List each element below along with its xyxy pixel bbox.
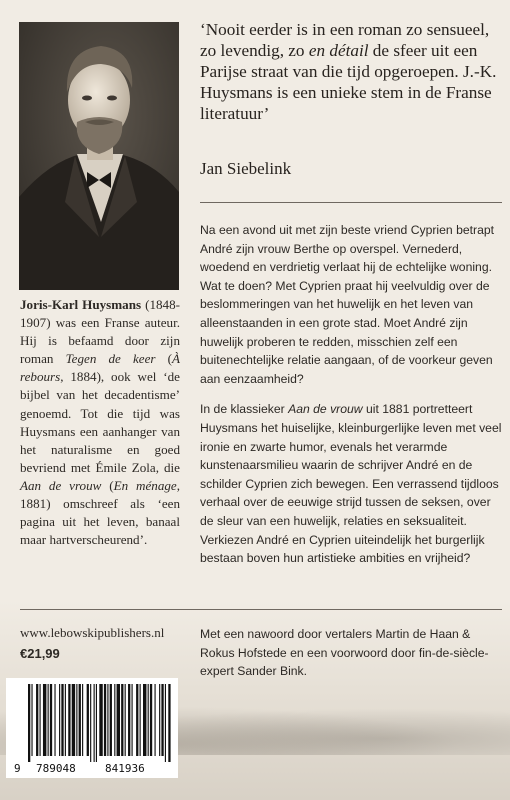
review-quote: ‘Nooit eerder is in een roman zo sensueel, zo levendig, zo en détail de sfeer uit een Parijse straat van die tijd opgeroepen. J.-K. Huysmans is een unieke stem in de Franse literatuur’ (200, 20, 497, 123)
isbn-first-digit: 9 (14, 762, 21, 775)
barcode-bars (6, 678, 178, 762)
publisher-website[interactable]: www.lebowskipublishers.nl (20, 625, 165, 640)
afterword-credits: Met een nawoord door vertalers Martin de Haan & Rokus Hofstede en een voorwoord door fin-de-siècle-expert Sander Bink. (200, 627, 489, 679)
blurb-paragraph-1: Na een avond uit met zijn beste vriend Cyprien betrapt André zijn vrouw Berthe op overspel. Vernederd, woedend en verdrietig verlaat hij de echtelijke woning. Wat te doen? Met Cyprien praat hij veelvuldig over de beslommeringen van het huwelijk en het leven van alleenstaanden in een grote stad. Moet André zijn huwelijk proberen te redden, misschien zelf een buitenechtelijke relatie aangaan, of de voorkeur geven aan eenzaamheid? (200, 223, 495, 386)
isbn-right-group: 841936 (105, 762, 145, 775)
author-bio: Joris-Karl Huysmans (1848-1907) was een Franse auteur. Hij is befaamd door zijn roman Tegen de keer (À rebours, 1884), ook wel ‘de bijbel van het decadentisme’ genoemd. Tot die tijd was Huysmans een aanhanger van het naturalisme en goed bevriend met Émile Zola, die Aan de vrouw (En ménage, 1881) omschreef als ‘een pagina uit het leven, banaal maar hartverscheurend’. (20, 297, 180, 548)
author-portrait (19, 22, 179, 290)
divider-rule-top (200, 202, 502, 203)
price-label: €21,99 (20, 646, 60, 661)
isbn-left-group: 789048 (36, 762, 76, 775)
divider-rule-bottom (20, 609, 502, 610)
book-blurb (200, 221, 502, 568)
blurb-paragraph-2: In de klassieker Aan de vrouw uit 1881 portretteert Huysmans het huiselijke, kleinburgerlijke leven met veel ironie en zwarte humor, evenals het verarmde kunstenaarsmilieu waarin de schrijver André en de schilder Cyprien zich bewegen. Een verrassend tijdloos verhaal over de eeuwige strijd tussen de seksen, over de sleur van een huwelijk, relaties en seksualiteit. Verkiezen André en Cyprien uiteindelijk het burgerlijk bestaan boven hun artistieke ambities en vrijheid? (200, 402, 502, 566)
isbn-number (6, 762, 178, 776)
isbn-barcode (6, 678, 178, 778)
quote-author: Jan Siebelink (200, 159, 292, 178)
